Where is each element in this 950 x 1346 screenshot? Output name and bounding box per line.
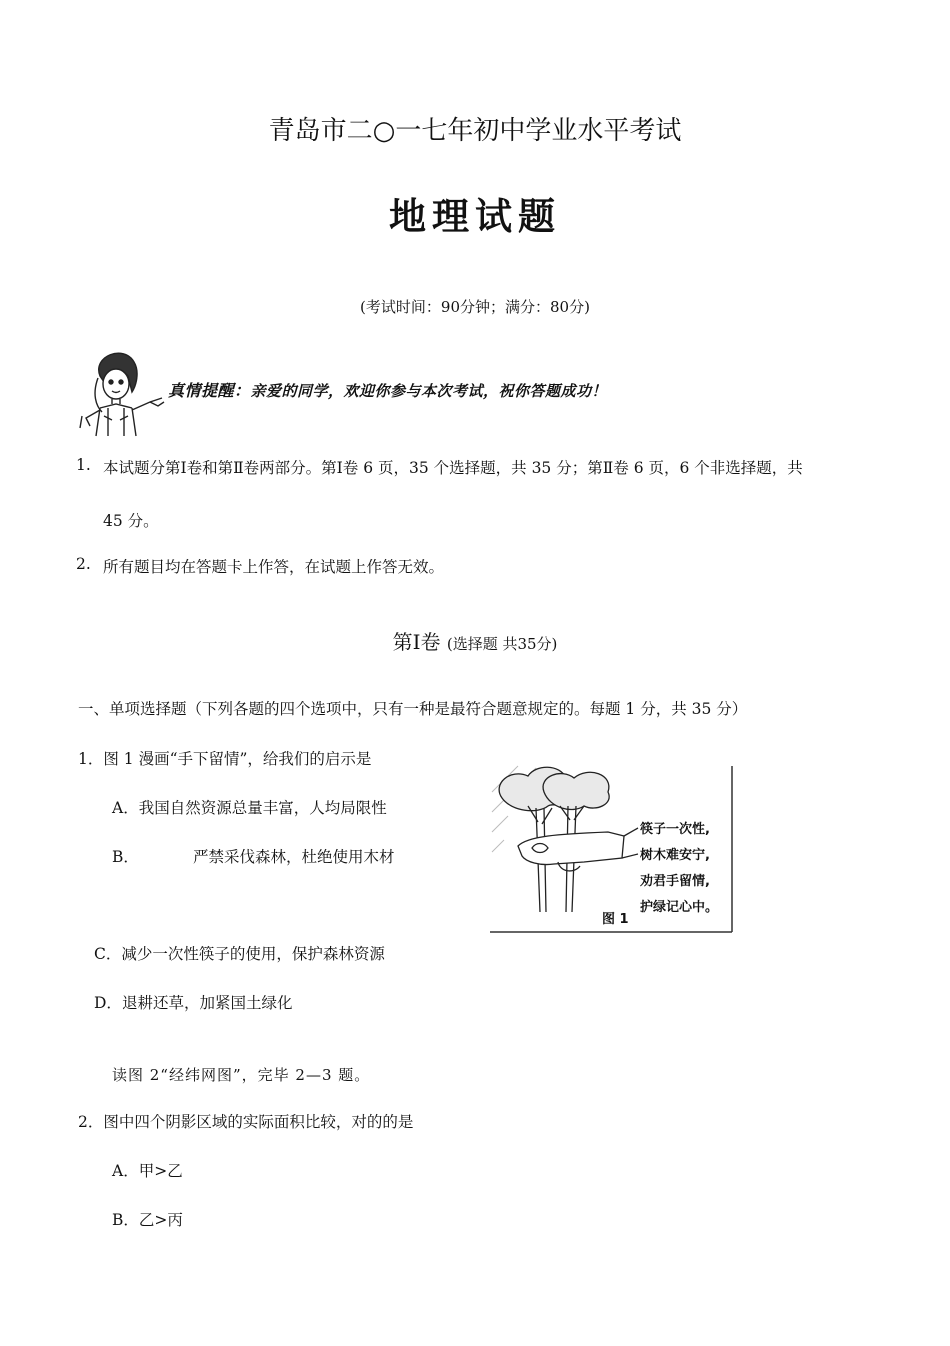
exam-name: 青岛市二○一七年初中学业水平考试: [268, 116, 682, 146]
question-1-option-c: [94, 942, 385, 964]
question-1-option-b-text: 严禁采伐森林，杜绝使用木材: [193, 848, 395, 866]
instruction-1-line2: 45 分。: [103, 512, 159, 530]
question-1-option-d: [94, 991, 292, 1013]
part-heading: 一、单项选择题（下列各题的四个选项中，只有一种是最符合题意规定的。每题 1 分，共 35 分）: [78, 700, 748, 718]
option-text: 减少一次性筷子的使用，保护森林资源: [121, 945, 385, 963]
option-text: 甲>乙: [138, 1162, 183, 1180]
exam-info: (考试时间：90分钟；满分：80分): [360, 298, 590, 316]
figure-1-cartoon: [488, 762, 736, 934]
subject-title: 地理试题: [389, 194, 561, 238]
option-text: 我国自然资源总量丰富，人均局限性: [138, 799, 387, 817]
section-subtitle: (选择题 共35分): [446, 635, 558, 653]
instruction-2-num: 2.: [76, 555, 91, 573]
option-letter: C．: [94, 945, 122, 963]
question-2-option-b: [112, 1208, 183, 1230]
poem-line-4: 护绿记心中。: [640, 900, 719, 915]
question-2-option-a: [112, 1159, 183, 1181]
question-2-stem: 2．图中四个阴影区域的实际面积比较，对的的是: [78, 1113, 414, 1131]
option-letter: A．: [112, 1162, 139, 1180]
reminder-text: 亲爱的同学，欢迎你参与本次考试，祝你答题成功！: [250, 382, 608, 400]
option-letter: D．: [94, 994, 122, 1012]
section-title: [0, 626, 950, 655]
poem-line-2: 树木难安宁,: [640, 848, 710, 863]
option-text: 乙>丙: [138, 1211, 183, 1229]
instruction-1-num: 1.: [76, 456, 91, 474]
option-letter: B．: [112, 1211, 139, 1229]
poem-line-1: 筷子一次性,: [640, 822, 710, 837]
option-letter: A．: [112, 799, 139, 817]
question-1-stem: 1．图 1 漫画“手下留情”，给我们的启示是: [78, 750, 372, 768]
read-instruction: 读图 2“经纬网图”，完毕 2—3 题。: [112, 1066, 371, 1084]
instruction-2-text: 所有题目均在答题卡上作答，在试题上作答无效。: [103, 558, 445, 576]
figure-1-caption: 图 1: [602, 912, 629, 927]
poem-line-3: 劝君手留情,: [640, 874, 710, 889]
instruction-1-line1: 本试题分第Ⅰ卷和第Ⅱ卷两部分。第Ⅰ卷 6 页，35 个选择题，共 35 分；第Ⅱ卷 6 页，6 个非选择题，共: [103, 459, 803, 477]
option-text: 退耕还草，加紧国土绿化: [121, 994, 293, 1012]
question-1-option-a: [112, 796, 387, 818]
cartoon-girl-illustration: [78, 346, 168, 438]
question-1-option-b-letter: B．: [112, 848, 139, 866]
section-title-main: 第Ⅰ卷: [392, 630, 441, 654]
reminder-label: 真情提醒：: [168, 381, 251, 400]
reminder-banner: [168, 378, 607, 401]
